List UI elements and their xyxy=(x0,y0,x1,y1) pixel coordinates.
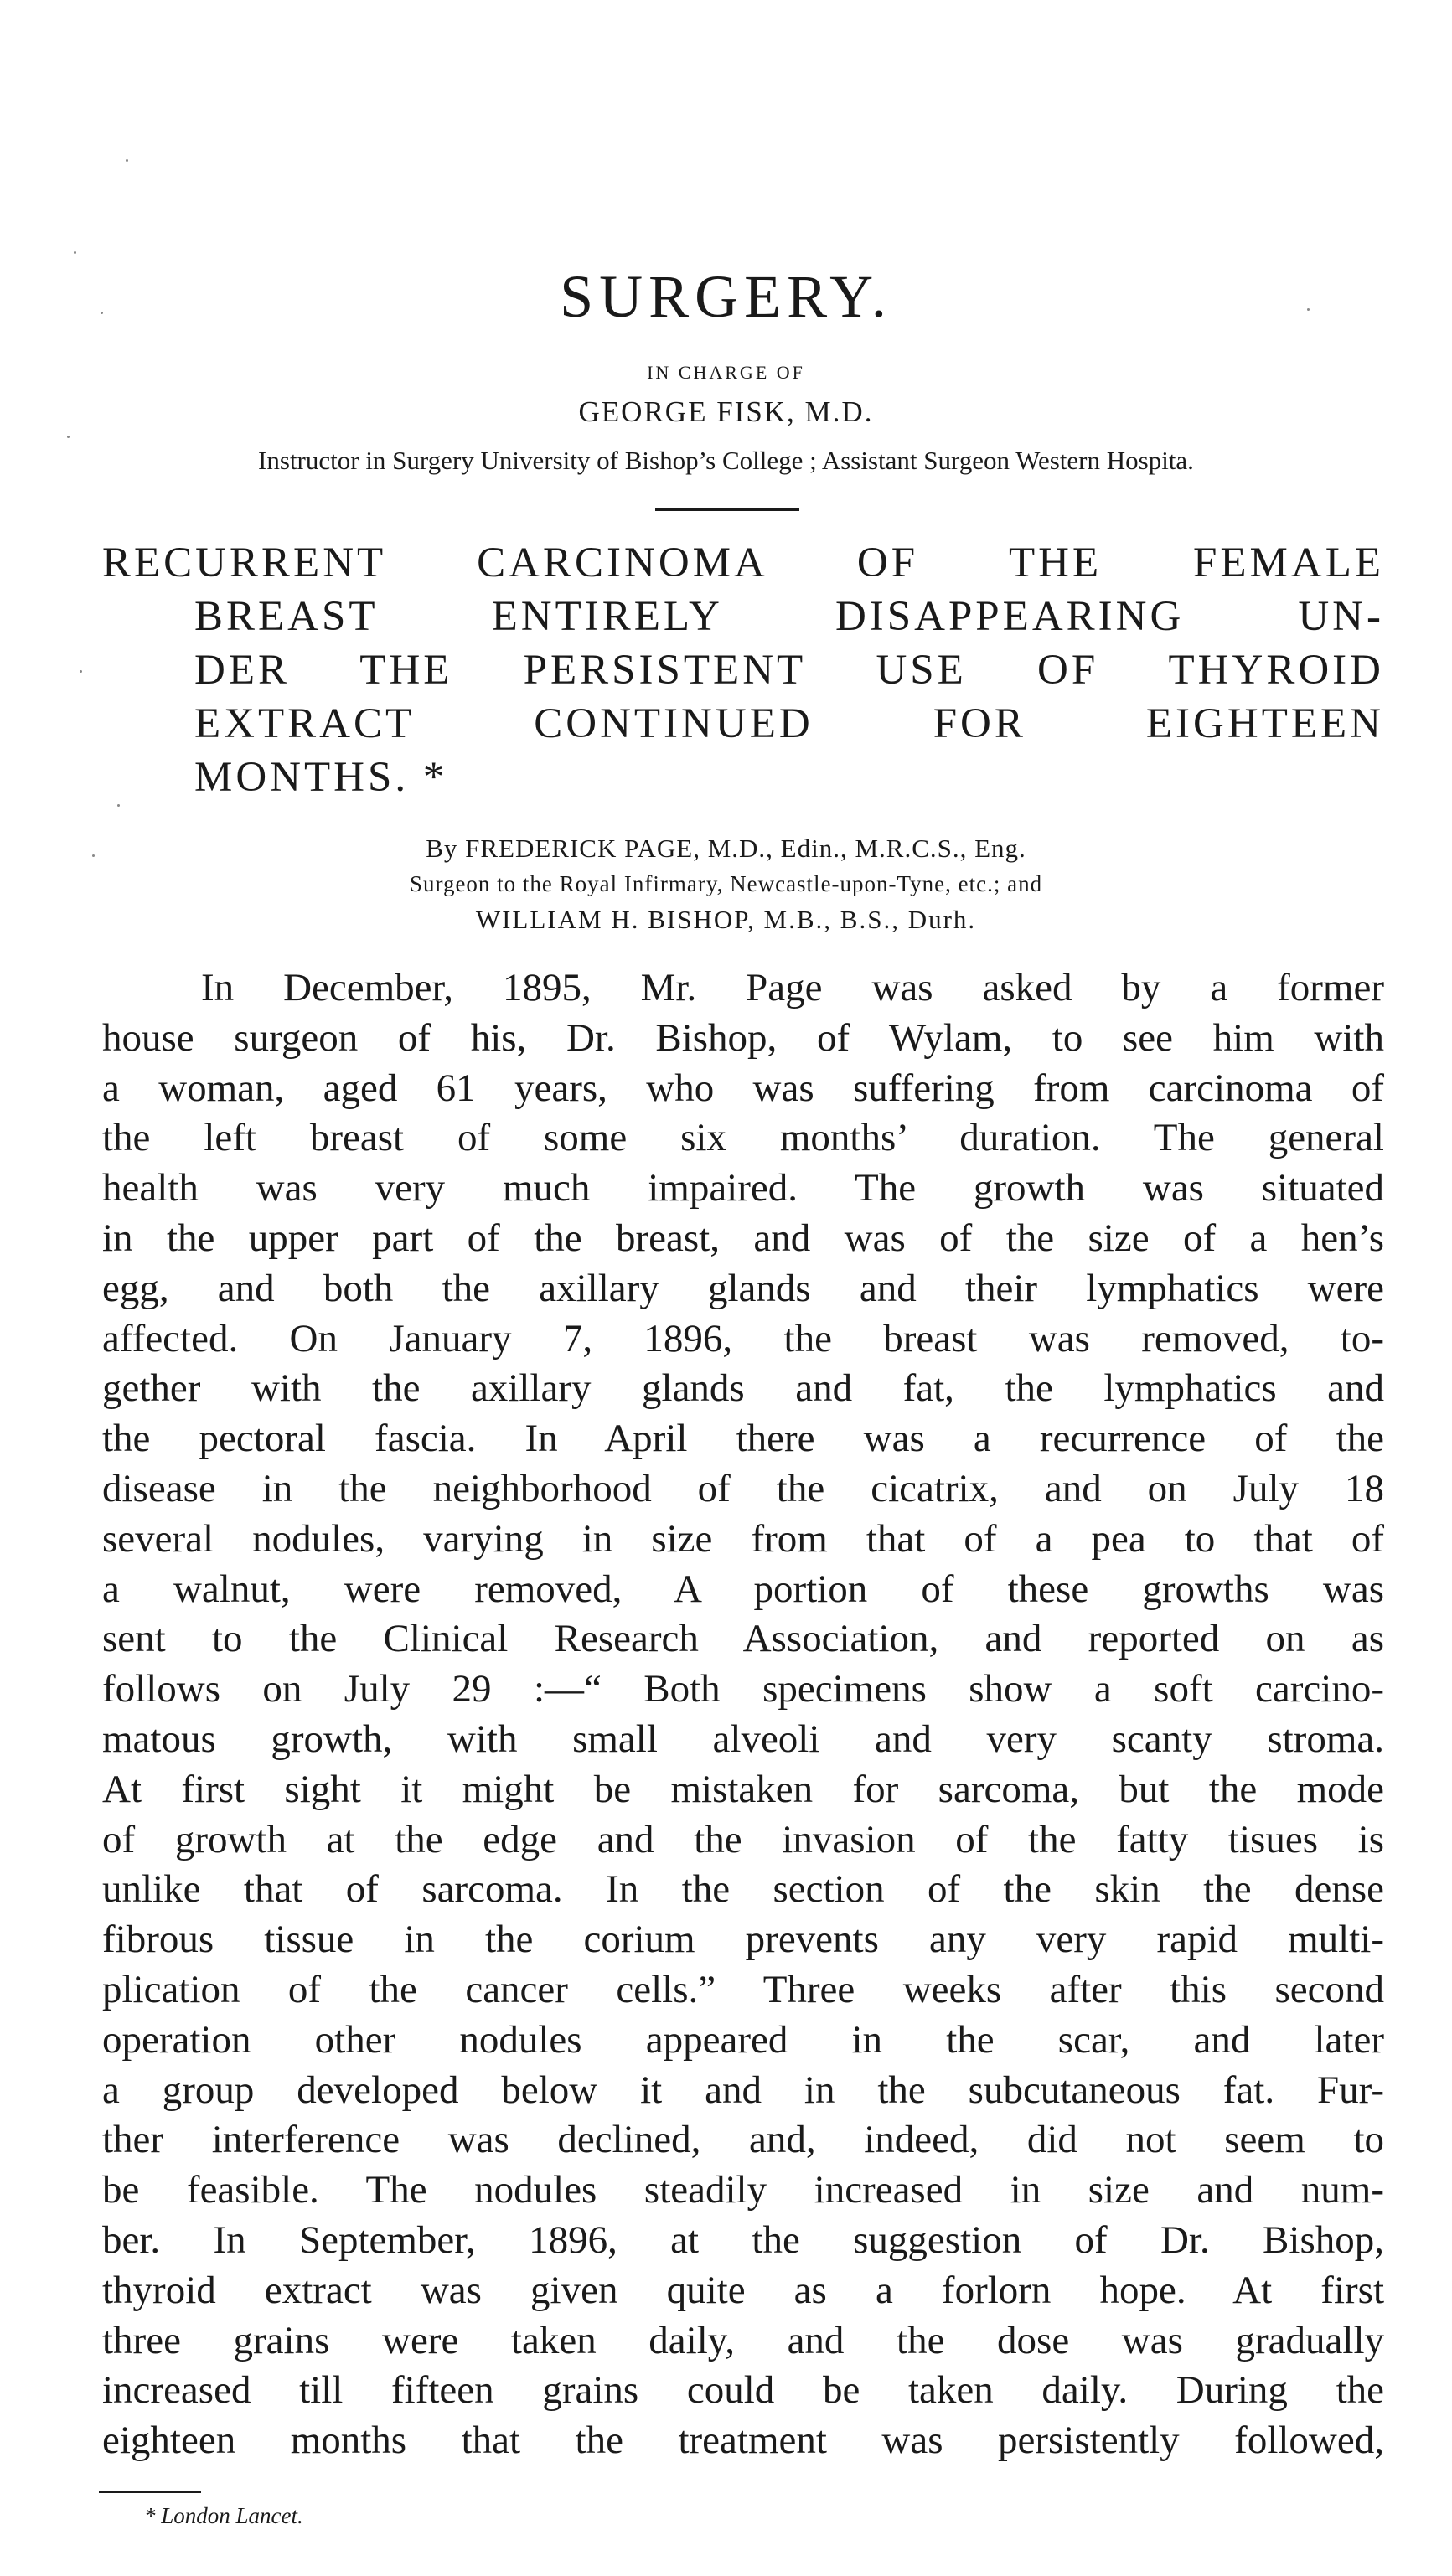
body-line: a walnut, were removed, A portion of these growths was xyxy=(102,1567,1384,1611)
body-line: house surgeon of his, Dr. Bishop, of Wylam, to see him with xyxy=(102,1015,1384,1060)
editor-name: GEORGE FISK, M.D. xyxy=(578,395,874,428)
body-line: operation other nodules appeared in the scar, and later xyxy=(102,2017,1384,2062)
body-line: of growth at the edge and the invasion of the fatty tisues is xyxy=(102,1817,1384,1861)
body-line: thyroid extract was given quite as a forlorn hope. At first xyxy=(102,2268,1384,2312)
article-title xyxy=(102,536,1384,804)
body-line: affected. On January 7, 1896, the breast was removed, to- xyxy=(102,1316,1384,1360)
body-line: a woman, aged 61 years, who was suffering from carcinoma of xyxy=(102,1066,1384,1110)
body-line: three grains were taken daily, and the dose was gradually xyxy=(102,2318,1384,2362)
body-line: eighteen months that the treatment was persistently followed, xyxy=(102,2419,1384,2463)
body-line: the pectoral fascia. In April there was a recurrence of the xyxy=(102,1417,1384,1461)
article-title-line: RECURRENT CARCINOMA OF THE FEMALE xyxy=(102,539,1384,586)
body-line: increased till fifteen grains could be taken daily. During the xyxy=(102,2368,1384,2413)
body-line: At first sight it might be mistaken for sarcoma, but the mode xyxy=(102,1767,1384,1811)
body-line: fibrous tissue in the corium prevents any very rapid multi- xyxy=(102,1918,1384,1962)
editor-affiliation: Instructor in Surgery University of Bishop’s College ; Assistant Surgeon Western Hospita. xyxy=(258,446,1194,475)
body-line: In December, 1895, Mr. Page was asked by a former xyxy=(201,966,1384,1009)
body-line: ber. In September, 1896, at the suggestion of Dr. Bishop, xyxy=(102,2217,1384,2262)
in-charge-label: IN CHARGE OF xyxy=(647,362,805,383)
body-line: health was very much impaired. The growth was situated xyxy=(102,1166,1384,1211)
article-title-line: EXTRACT CONTINUED FOR EIGHTEEN xyxy=(194,700,1384,747)
second-author: WILLIAM H. BISHOP, M.B., B.S., Durh. xyxy=(475,905,977,934)
body-line: follows on July 29 :—“ Both specimens show a soft carcino- xyxy=(102,1667,1384,1711)
article-title-line: DER THE PERSISTENT USE OF THYROID xyxy=(194,647,1384,694)
body-line: the left breast of some six months’ duration. The general xyxy=(102,1116,1384,1160)
body-line: matous growth, with small alveoli and very scanty stroma. xyxy=(102,1716,1384,1761)
body-line: gether with the axillary glands and fat, the lymphatics and xyxy=(102,1366,1384,1411)
article-title-line: MONTHS. * xyxy=(194,754,448,801)
title-divider xyxy=(655,508,799,511)
body-line: be feasible. The nodules steadily increased in size and num- xyxy=(102,2168,1384,2212)
body-line: disease in the neighborhood of the cicatrix, and on July 18 xyxy=(102,1466,1384,1510)
body-line: in the upper part of the breast, and was of the size of a hen’s xyxy=(102,1216,1384,1260)
article-title-line: BREAST ENTIRELY DISAPPEARING UN- xyxy=(194,593,1384,640)
body-line: sent to the Clinical Research Association, and reported on as xyxy=(102,1617,1384,1661)
body-line: egg, and both the axillary glands and their lymphatics were xyxy=(102,1266,1384,1310)
author-affiliation: Surgeon to the Royal Infirmary, Newcastle-upon-Tyne, etc.; and xyxy=(409,871,1043,896)
footnote: * London Lancet. xyxy=(144,2503,303,2528)
article-body xyxy=(102,963,1384,2466)
body-line: unlike that of sarcoma. In the section of the skin the dense xyxy=(102,1867,1384,1912)
author-byline: By FREDERICK PAGE, M.D., Edin., M.R.C.S., Eng. xyxy=(426,834,1026,863)
body-line: a group developed below it and in the subcutaneous fat. Fur- xyxy=(102,2068,1384,2112)
section-title: SURGERY. xyxy=(560,263,892,330)
footnote-divider xyxy=(99,2491,201,2493)
body-line: ther interference was declined, and, indeed, did not seem to xyxy=(102,2118,1384,2162)
body-line: plication of the cancer cells.” Three weeks after this second xyxy=(102,1967,1384,2011)
body-line: several nodules, varying in size from that of a pea to that of xyxy=(102,1516,1384,1561)
